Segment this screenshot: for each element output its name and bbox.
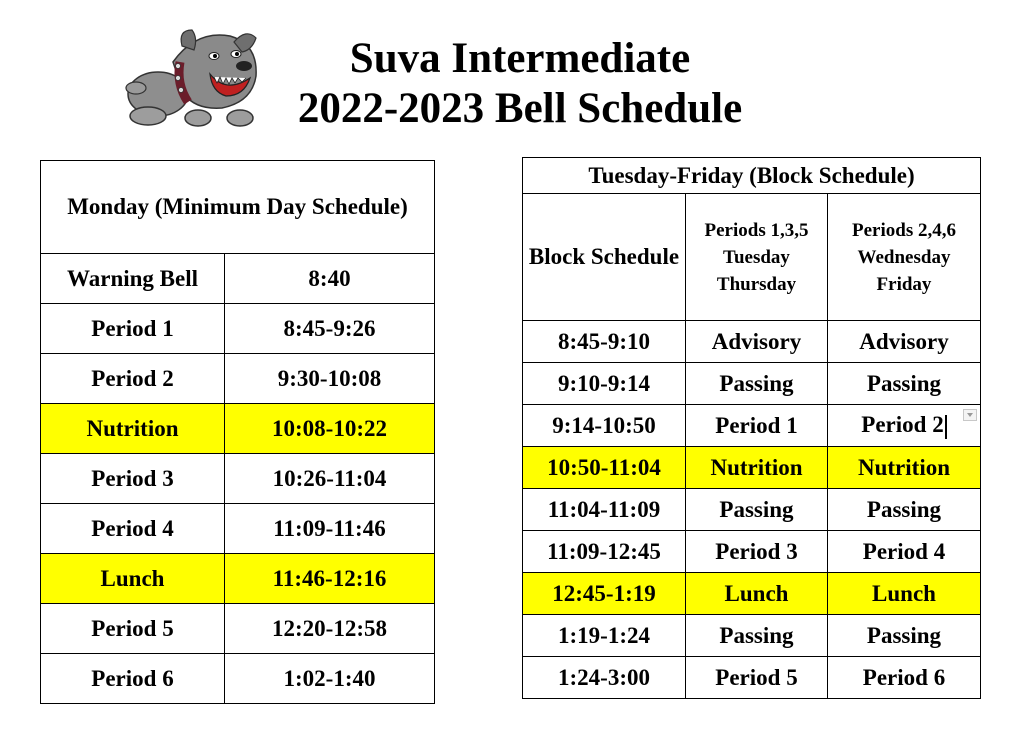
row-label: Nutrition xyxy=(41,404,225,454)
table-row-highlighted xyxy=(41,404,435,454)
row-time: 1:24-3:00 xyxy=(523,657,686,699)
row-tue-thu: Passing xyxy=(686,363,828,405)
row-wed-fri: Advisory xyxy=(828,321,981,363)
table-row-highlighted xyxy=(523,447,981,489)
row-time: 11:09-12:45 xyxy=(523,531,686,573)
row-tue-thu: Passing xyxy=(686,615,828,657)
row-wed-fri: Period 4 xyxy=(828,531,981,573)
monday-table-title: Monday (Minimum Day Schedule) xyxy=(41,161,435,254)
row-wed-fri: Period 6 xyxy=(828,657,981,699)
row-time: 11:04-11:09 xyxy=(523,489,686,531)
table-row xyxy=(523,615,981,657)
row-wed-fri: Lunch xyxy=(828,573,981,615)
table-row xyxy=(41,454,435,504)
row-time: 10:08-10:22 xyxy=(225,404,435,454)
row-wed-fri: Passing xyxy=(828,615,981,657)
school-name: Suva Intermediate xyxy=(349,35,691,82)
row-label: Period 1 xyxy=(41,304,225,354)
table-row xyxy=(523,363,981,405)
row-label: Period 4 xyxy=(41,504,225,554)
row-time: 11:09-11:46 xyxy=(225,504,435,554)
row-time: 8:45-9:10 xyxy=(523,321,686,363)
table-row xyxy=(41,254,435,304)
table-row xyxy=(41,354,435,404)
schedule-subtitle: 2022-2023 Bell Schedule xyxy=(297,85,743,132)
dropdown-arrow-icon[interactable] xyxy=(963,409,977,421)
row-time: 10:26-11:04 xyxy=(225,454,435,504)
row-tue-thu: Period 5 xyxy=(686,657,828,699)
table-row-highlighted xyxy=(523,573,981,615)
table-row-highlighted xyxy=(41,554,435,604)
row-time: 1:02-1:40 xyxy=(225,654,435,704)
table-row xyxy=(523,489,981,531)
row-label: Lunch xyxy=(41,554,225,604)
row-tue-thu: Passing xyxy=(686,489,828,531)
block-schedule-table xyxy=(522,157,981,699)
table-row xyxy=(41,504,435,554)
row-label: Period 2 xyxy=(41,354,225,404)
row-tue-thu: Period 1 xyxy=(686,405,828,447)
table-row xyxy=(41,304,435,354)
row-wed-fri: Passing xyxy=(828,363,981,405)
row-time: 1:19-1:24 xyxy=(523,615,686,657)
monday-schedule-table xyxy=(40,160,435,704)
page-title xyxy=(270,34,770,134)
row-label: Warning Bell xyxy=(41,254,225,304)
row-tue-thu: Lunch xyxy=(686,573,828,615)
row-time: 8:45-9:26 xyxy=(225,304,435,354)
row-wed-fri: Period 2 xyxy=(861,412,944,438)
periods-246-header: Periods 2,4,6 Wednesday Friday xyxy=(828,194,981,321)
row-tue-thu: Nutrition xyxy=(686,447,828,489)
row-wed-fri: Passing xyxy=(828,489,981,531)
table-row xyxy=(523,531,981,573)
row-time: 12:45-1:19 xyxy=(523,573,686,615)
bulldog-mascot-icon xyxy=(118,22,268,130)
row-label: Period 5 xyxy=(41,604,225,654)
row-time: 9:10-9:14 xyxy=(523,363,686,405)
row-label: Period 3 xyxy=(41,454,225,504)
text-cursor xyxy=(945,415,947,439)
row-wed-fri: Nutrition xyxy=(828,447,981,489)
periods-135-header: Periods 1,3,5 Tuesday Thursday xyxy=(686,194,828,321)
table-row xyxy=(41,604,435,654)
row-tue-thu: Period 3 xyxy=(686,531,828,573)
table-row xyxy=(41,654,435,704)
block-schedule-header: Block Schedule xyxy=(523,194,686,321)
row-time: 10:50-11:04 xyxy=(523,447,686,489)
row-tue-thu: Advisory xyxy=(686,321,828,363)
row-label: Period 6 xyxy=(41,654,225,704)
table-row xyxy=(523,321,981,363)
row-time: 12:20-12:58 xyxy=(225,604,435,654)
row-time: 8:40 xyxy=(225,254,435,304)
active-cell[interactable] xyxy=(828,405,981,447)
row-time: 11:46-12:16 xyxy=(225,554,435,604)
row-time: 9:14-10:50 xyxy=(523,405,686,447)
table-row xyxy=(523,405,981,447)
block-table-title: Tuesday-Friday (Block Schedule) xyxy=(523,158,981,194)
table-row xyxy=(523,657,981,699)
row-time: 9:30-10:08 xyxy=(225,354,435,404)
